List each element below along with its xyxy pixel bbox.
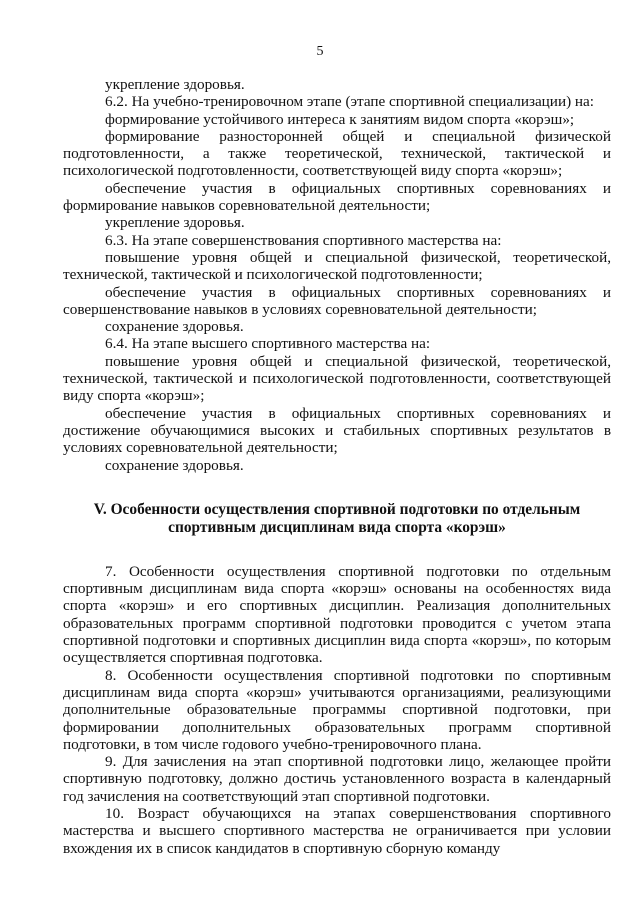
paragraph: 6.4. На этапе высшего спортивного мастерства на:: [105, 335, 431, 353]
section-heading: V. Особенности осуществления спортивной подготовки по отдельным спортивным дисциплинам вида спорта «корэш»: [93, 500, 581, 536]
paragraph: 9. Для зачисления на этап спортивной подготовки лицо, желающее пройти спортивную подготовку, должно достичь установленного возраста в календарный год зачисления на соответствующий этап спортивной подготовки.: [63, 753, 611, 805]
goals-list: [63, 76, 611, 474]
paragraph: формирование устойчивого интереса к занятиям видом спорта «корэш»;: [105, 110, 575, 128]
paragraph: 6.2. На учебно-тренировочном этапе (этапе спортивной специализации) на:: [105, 93, 595, 111]
paragraph: обеспечение участия в официальных спортивных соревнованиях и формирование навыков соревновательной деятельности;: [63, 179, 611, 215]
paragraph: формирование разносторонней общей и специальной физической подготовленности, а также теоретической, технической, тактической и психологической подготовленности, соответствующей виду спорта «корэш»;: [63, 127, 611, 180]
paragraph: 10. Возраст обучающихся на этапах совершенствования спортивного мастерства и высшего спортивного мастерства не ограничивается при условии вхождения их в список кандидатов в спортивную сборную команду: [63, 804, 611, 857]
paragraph: повышение уровня общей и специальной физической, теоретической, технической, тактической и психологической подготовленности, соответствующей виду спорта «корэш»;: [63, 352, 611, 405]
paragraph: обеспечение участия в официальных спортивных соревнованиях и совершенствование навыков в условиях соревновательной деятельности;: [63, 283, 611, 318]
section-paragraphs: [63, 563, 611, 857]
paragraph: сохранение здоровья.: [105, 318, 244, 336]
paragraph: 8. Особенности осуществления спортивной подготовки по спортивным дисциплинам вида спорта «корэш» учитываются организациями, реализующими дополнительные образовательные программы спортивной подготовки, при формировании дополнительных образовательных программ спортивной подготовки, в том числе годового учебно-тренировочного плана.: [63, 666, 611, 753]
paragraph: повышение уровня общей и специальной физической, теоретической, технической, тактической и психологической подготовленности;: [63, 248, 611, 284]
page-number: 5: [316, 44, 324, 59]
paragraph: укрепление здоровья.: [105, 76, 245, 93]
paragraph: укрепление здоровья.: [105, 214, 245, 232]
paragraph: сохранение здоровья.: [105, 456, 244, 474]
document-body: [63, 76, 611, 857]
paragraph: 7. Особенности осуществления спортивной подготовки по отдельным спортивным дисциплинам вида спорта «корэш» основаны на особенностях вида спорта «корэш» и его спортивных дисциплин. Реализация дополнительных образовательных программ спортивной подготовки проводится с учетом этапа спортивной подготовки и спортивных дисциплин вида спорта «корэш», по которым осуществляется спортивная подготовка.: [63, 562, 611, 667]
paragraph: обеспечение участия в официальных спортивных соревнованиях и достижение обучающимися высоких и стабильных спортивных результатов в условиях соревновательной деятельности;: [63, 404, 611, 457]
paragraph: 6.3. На этапе совершенствования спортивного мастерства на:: [105, 231, 502, 249]
